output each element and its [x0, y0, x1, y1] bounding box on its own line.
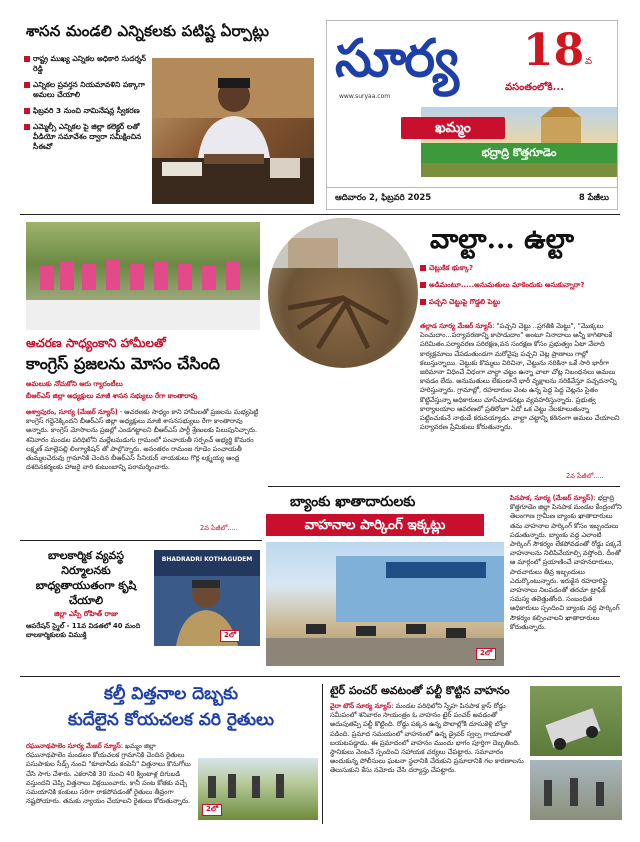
ulta-headline: వాల్టా... ఉల్టా [430, 224, 574, 255]
website-label: www.suryaa.com [339, 93, 391, 100]
ulta-bullet: అడిమంటూ.....అనుమతులు మాకెందుకు అనుకున్నారా? [420, 281, 620, 290]
bullet-square-icon [420, 299, 426, 305]
police-sub: ఆపరేషన్ స్మైల్ - 11వ విడతలో 40 మంది బాలకార్మికులకు విముక్తి [26, 622, 141, 639]
issue-date: ఆదివారం 2, ఫిబ్రవరి 2025 [335, 192, 432, 203]
bullet-square-icon [24, 56, 30, 62]
bank-body: పినపాక, సూర్య (మేజర్ న్యూస్): భద్రాద్రి కొత్తగూడెం జిల్లా పినపాక మండల కేంద్రంలోని తెలంగాణ గ్రామీణ బ్యాంకు ఖాతాదారులు తమ వాహనాల పార్కింగ్ కోసం ఇబ్బందులు పడుతున్నారు. బ్యాంకు వద్ద ఎలాంటి పార్కింగ్ సౌకర్యం లేకపోవడంతో రోడ్డు పక్కనే వాహనాలను నిలిపివేయాల్సి వస్తోంది. దీంతో ఆ మార్గంలో ప్రయాణించే వాహనదారులు, పాదచారులు తీవ్ర ఇబ్బందులు ఎదుర్కొంటున్నారు. ఇరుకైన రహదారిపై వాహనాలు నిలపడంతో తరచూ ట్రాఫిక్ సమస్య తలెత్తుతోంది. సంబంధిత అధికారులు స్పందించి బ్యాంకు వద్ద పార్కింగ్ సౌకర్యం కల్పించాలని ఖాతాదారులు కోరుతున్నారు. [510, 494, 622, 631]
farmer-headline-line2: కుదేలైన కోయచలక వరి రైతులు [68, 710, 274, 730]
overturned-vehicle-photo [530, 686, 622, 756]
bullet-square-icon [24, 124, 30, 130]
ulta-continued: 2వ పేజీలో..... [566, 472, 604, 480]
top-story-bullet: ఎన్నికల ప్రవర్తన నియమావళిని పక్కాగా అమలు చేయాలి [24, 80, 154, 100]
anniversary-badge [505, 25, 605, 105]
bullet-square-icon [24, 82, 30, 88]
top-story-bullet: రాష్ట్ర ముఖ్య ఎన్నికల అధికారి సుదర్శన్ రెడ్డి [24, 54, 154, 74]
congress-continued: 2వ పేజీలో..... [200, 524, 238, 532]
ulta-body: తల్లాడ సూర్య మేజర్ న్యూస్: "పచ్చని చెట్టు ..ప్రగతికి మెట్టు", "మొక్కలు పెంచుదాం...పర్యావరణాన్ని కాపాడుదాం" అంటూ నినాదాలు అన్నీ కాగితాలకే పరిమితం.పర్యావరణ పరిరక్షణ,వన సంరక్షణ కోసం ప్రభుత్వం ఏటా వేలాది కార్యక్రమాలు చేపడుతుండగా మరోవైపు పచ్చని చెట్ల ప్రాణాలు గాల్లో కలుస్తున్నాయి. చెట్టుకు కొమ్మలు విరిచినా, చెట్టును నరికినా ఒకే సారి భారీగా జరిమానా విధించే విధంగా వాల్టా చట్టం ఉన్నా చాలా చోట్ల నిబంధనలు అమలు కావడం లేదు. అనుమతులు లేకుండానే భారీ వృక్షాలను నరికివేస్తూ పచ్చదనాన్ని హరిస్తున్నారు. గ్రామాల్లో, రహదారుల వెంట ఉన్న పెద్ద పెద్ద చెట్లను సైతం కొట్టివేస్తున్నా అధికారులు చూసీచూడనట్లు వ్యవహరిస్తున్నారు. ప్రభుత్వ కార్యాలయాల ఆవరణలో ప్రతిరోజూ ఏదో ఒక చెట్టు నేలకూలుతున్నా పట్టించుకునే నాథుడే కరువయ్యాడు. వాల్టా చట్టాన్ని కఠినంగా అమలు చేయాలని పర్యావరణ ప్రేమికులు కోరుతున్నారు. [420, 322, 620, 432]
ulta-bullet-list [420, 264, 620, 307]
anniversary-suffix: వ [585, 56, 593, 67]
congress-headline: కాంగ్రెస్ ప్రజలను మోసం చేసింది [26, 354, 220, 373]
bank-parking-photo [266, 542, 504, 666]
farmer-continued: 2లో [202, 804, 222, 816]
top-story-headline: శాసన మండలి ఎన్నికలకు పటిష్ట ఏర్పాట్లు [26, 22, 270, 40]
police-headline: బాలకార్మిక వ్యవస్థ నిర్మూలనకు బాధ్యతాయుతంగా కృషి చేయాలి [35, 549, 137, 607]
congress-sub2: బీఆర్ఎస్ జిల్లా అధ్యక్షులు మాజీ శాసన సభ్యులు రేగా కాంతారావు [26, 392, 198, 400]
tyre-headline: టైర్ పంచర్ అవటంతో పల్టీ కొట్టిన వాహనం [330, 684, 510, 697]
masthead [326, 20, 618, 210]
brs-group-photo [26, 222, 260, 330]
congress-body: అశ్వాపురం, సూర్య (మేజర్ న్యూస్) - ఆచరణకు సాధ్యం కాని హామీలతో ప్రజలను మభ్యపెట్టి కాంగ్రెస్ గద్దెనెక్కిందని బీఆర్ఎస్ జిల్లా అధ్యక్షులు మాజీ శాసనసభ్యులు రేగా కాంతారావు అన్నారు. కాంగ్రెస్ మోసాలను ప్రజల్లో ఎండగట్టాలని బీఆర్ఎస్ పార్టీ శ్రేణులకు పిలుపునిచ్చారు. శనివారం మండల పరిధిలోని మల్లేలమడుగు గ్రామంలో పంచాయతీ సర్పంచ్ అభ్యర్థి కొమరం లక్ష్మణ్ మాల్లెపల్లి లింగ్యాకిషన్ తో పాల్గొన్నారు. అనంతరం రామంజ గూడెం పంచాయతీ తుమ్మలచెరువు గ్రామానికి చెందిన బీఆర్ఎస్ సీనియర్ నాయకులు గొర్ల లక్ష్మయ్య ఆంధ్ర దశదినకర్మలకు హాజరై వారి కుటుంబాన్ని పరామర్శించారు. [26, 408, 259, 472]
accident-site-photo [530, 760, 622, 820]
police-continued: 2లో [220, 630, 240, 642]
anniversary-number: 18 [523, 25, 585, 76]
sp-photo-banner: BHADRADRI KOTHAGUDEM [161, 556, 253, 563]
bank-headline-line1: బ్యాంకు ఖాతాదారులకు [290, 494, 416, 510]
page-count: 8 పేజీలు [578, 192, 609, 203]
bullet-square-icon [24, 108, 30, 114]
ulta-bullet: పచ్చని చెట్టుపై గొడ్డలి పెట్టు [420, 298, 620, 307]
bank-headline-line2: వాహనాల పార్కింగ్ ఇక్కట్లు [266, 514, 484, 536]
edition-banner: ఖమ్మం [401, 117, 505, 139]
tyre-body: వైరా టౌన్ సూర్య న్యూస్: మండల పరిధిలోని స్నేహ పినపాక క్రాస్ రోడ్డు సమీపంలో శనివారం సాయంత్రం ఓ వాహనం టైర్ పంచర్ అవడంతో అదుపుతప్పి పల్టీ కొట్టింది. రోడ్డు పక్కన ఉన్న పొలాల్లోకి దూసుకెళ్లి బోల్తా పడింది. ప్రమాద సమయంలో వాహనంలో ఉన్న డ్రైవర్ స్వల్ప గాయాలతో బయటపడ్డాడు. ఈ ప్రమాదంలో వాహనం ముందు భాగం పూర్తిగా దెబ్బతింది. స్థానికులు వెంటనే స్పందించి సహాయక చర్యలు చేపట్టారు. సమాచారం అందుకున్న పోలీసులు ఘటనా స్థలానికి చేరుకుని ప్రమాదానికి గల కారణాలను తెలుసుకుని కేసు నమోదు చేసి దర్యాప్తు చేపట్టారు. [330, 702, 524, 775]
date-strip [327, 187, 617, 209]
masthead-logo: సూర్య [335, 28, 457, 89]
top-story-bullet-list [24, 54, 154, 152]
police-byline: జిల్లా ఎస్పీ రోహిత్ రాజు [54, 610, 118, 618]
official-photo [152, 58, 314, 204]
congress-sub1: అమలుకు నోచుకోని ఆరు గ్యారంటీలు [26, 380, 123, 388]
sub-edition-banner: భద్రాద్రి కొత్తగూడెం [421, 143, 617, 163]
farmer-headline-line1: కల్తీ విత్తనాల దెబ్బకు [103, 684, 238, 704]
farmer-body: రఘునాథపాలెం సూర్య మేజర్ న్యూస్: ఖమ్మం జిల్లా రఘునాథపాలెం మండలం కోయచలక గ్రామానికి చెందిన రైతులు పసుపాకుల సీడ్స్ నుంచి "కూబానీడు కంపెనీ" విత్తనాలు కొనుగోలు చేసి సాగు చేశారు. ఎకరానికి 30 నుంచి 40 క్వింటాళ్ల దిగుబడి వస్తుందని చెప్పి విత్తనాలు విక్రయించారు. కానీ పంట కోతకు వచ్చే సమయానికి కంకులు సరిగా రాకపోవడంతో రైతులు తీవ్రంగా నష్టపోయారు. తమకు న్యాయం చేయాలని రైతులు కోరుతున్నారు. [26, 742, 191, 806]
top-story-bullet: ఫిబ్రవరి 3 నుంచి నామినేషన్ల స్వీకరణ [24, 106, 154, 116]
bank-continued: 2లో [476, 648, 496, 660]
anniversary-text: వసంతంలోకి... [505, 82, 565, 93]
farmers-field-photo [198, 758, 318, 820]
top-story-bullet: ఎమ్మెల్సీ ఎన్నికల పై జిల్లా కలెక్టర్ లతో వీడియో సమావేశం ద్వారా సమీక్షించిన సీఈవో [24, 122, 154, 152]
bullet-square-icon [420, 265, 426, 271]
ulta-bullet: చెట్లుకిక భుక్కా? [420, 264, 620, 273]
bullet-square-icon [420, 282, 426, 288]
congress-kicker: ఆచరణ సాధ్యంకాని హామీలతో [26, 336, 166, 350]
sp-photo [154, 550, 260, 646]
